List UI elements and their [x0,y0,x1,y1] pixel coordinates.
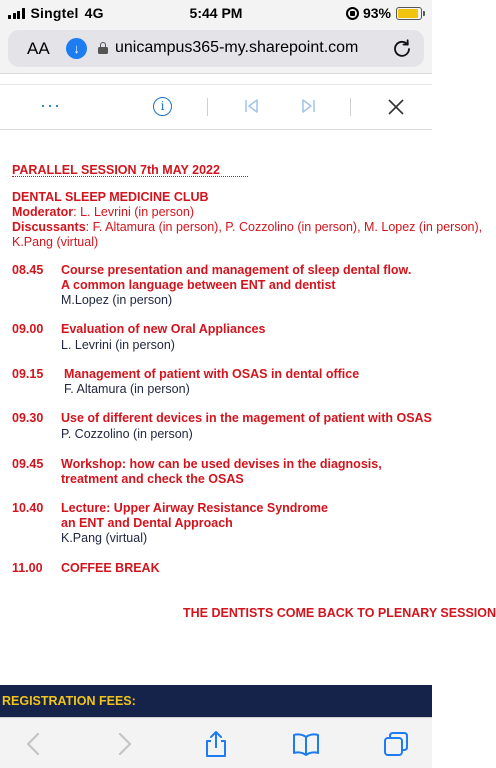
agenda-time: 09.00 [12,322,44,336]
agenda-time: 09.30 [12,411,44,425]
share-icon[interactable] [202,730,230,758]
agenda-title: Course presentation and management of sleep dental flow. [61,263,412,277]
session-title-underline [12,176,248,177]
agenda-speaker: F. Altamura (in person) [64,382,190,396]
browser-bottom-toolbar [0,717,432,768]
status-bar [0,0,432,26]
battery-percent: 93% [362,5,391,21]
agenda-title: Workshop: how can be used devises in the diagnosis, [61,457,382,471]
extension-download-icon[interactable]: ↓ [66,38,87,59]
next-icon[interactable] [299,97,317,115]
agenda-title-continued: an ENT and Dental Approach [61,516,233,530]
carrier-name: Singtel [30,5,79,21]
reload-icon[interactable] [392,38,412,58]
discussants-line [12,220,482,235]
agenda-time: 09.15 [12,367,44,381]
toolbar-divider [207,98,208,116]
battery-icon [396,7,422,20]
closing-note: THE DENTISTS COME BACK TO PLENARY SESSION [183,606,496,620]
moderator-value: : L. Levrini (in person) [73,205,195,219]
close-icon[interactable] [386,97,406,117]
moderator-line [12,205,194,220]
tabs-icon[interactable] [382,730,410,758]
status-bar-right [346,5,422,21]
forward-icon[interactable] [110,730,138,758]
discussants-value: : F. Altamura (in person), P. Cozzolino (in person), M. Lopez (in person), [85,220,483,234]
agenda-speaker: L. Levrini (in person) [61,338,175,352]
padlock-icon [98,42,108,54]
discussants-line-2: K.Pang (virtual) [12,235,99,249]
agenda-title-continued: A common language between ENT and dentist [61,278,336,292]
club-title: DENTAL SLEEP MEDICINE CLUB [12,190,209,204]
session-title: PARALLEL SESSION 7th MAY 2022 [12,163,220,177]
discussants-label: Discussants [12,220,86,234]
agenda-title: Evaluation of new Oral Appliances [61,322,266,336]
orientation-lock-icon [346,7,359,20]
agenda-time: 11.00 [12,561,43,575]
moderator-label: Moderator [12,205,74,219]
agenda-title-continued: treatment and check the OSAS [61,472,244,486]
bookmarks-icon[interactable] [292,730,320,758]
previous-icon[interactable] [243,97,261,115]
registration-banner [0,685,432,717]
more-icon[interactable]: ··· [40,95,61,115]
url-field[interactable] [8,30,424,67]
network-type: 4G [84,5,104,21]
document-viewer-toolbar [0,84,432,130]
agenda-title: Use of different devices in the magement of patient with OSAS [61,411,432,425]
clock: 5:44 PM [189,5,243,21]
agenda-time: 08.45 [12,263,44,277]
url-text[interactable]: unicampus365-my.sharepoint.com [115,39,359,56]
agenda-time: 10.40 [12,501,44,515]
agenda-time: 09.45 [12,457,44,471]
info-icon[interactable]: i [153,97,172,116]
back-icon[interactable] [20,730,48,758]
text-size-button[interactable] [27,39,50,59]
registration-fees-heading: REGISTRATION FEES: [2,694,136,708]
agenda-speaker: M.Lopez (in person) [61,293,173,307]
toolbar-divider [350,98,351,116]
agenda-speaker: K.Pang (virtual) [61,531,148,545]
agenda-title: Lecture: Upper Airway Resistance Syndrome [61,501,328,515]
text-size-label: AA [27,39,50,58]
agenda-title: Management of patient with OSAS in dental office [64,367,360,381]
agenda-speaker: P. Cozzolino (in person) [61,427,193,441]
browser-address-bar [0,26,432,74]
agenda-title: COFFEE BREAK [61,561,160,575]
document-page [0,130,496,685]
